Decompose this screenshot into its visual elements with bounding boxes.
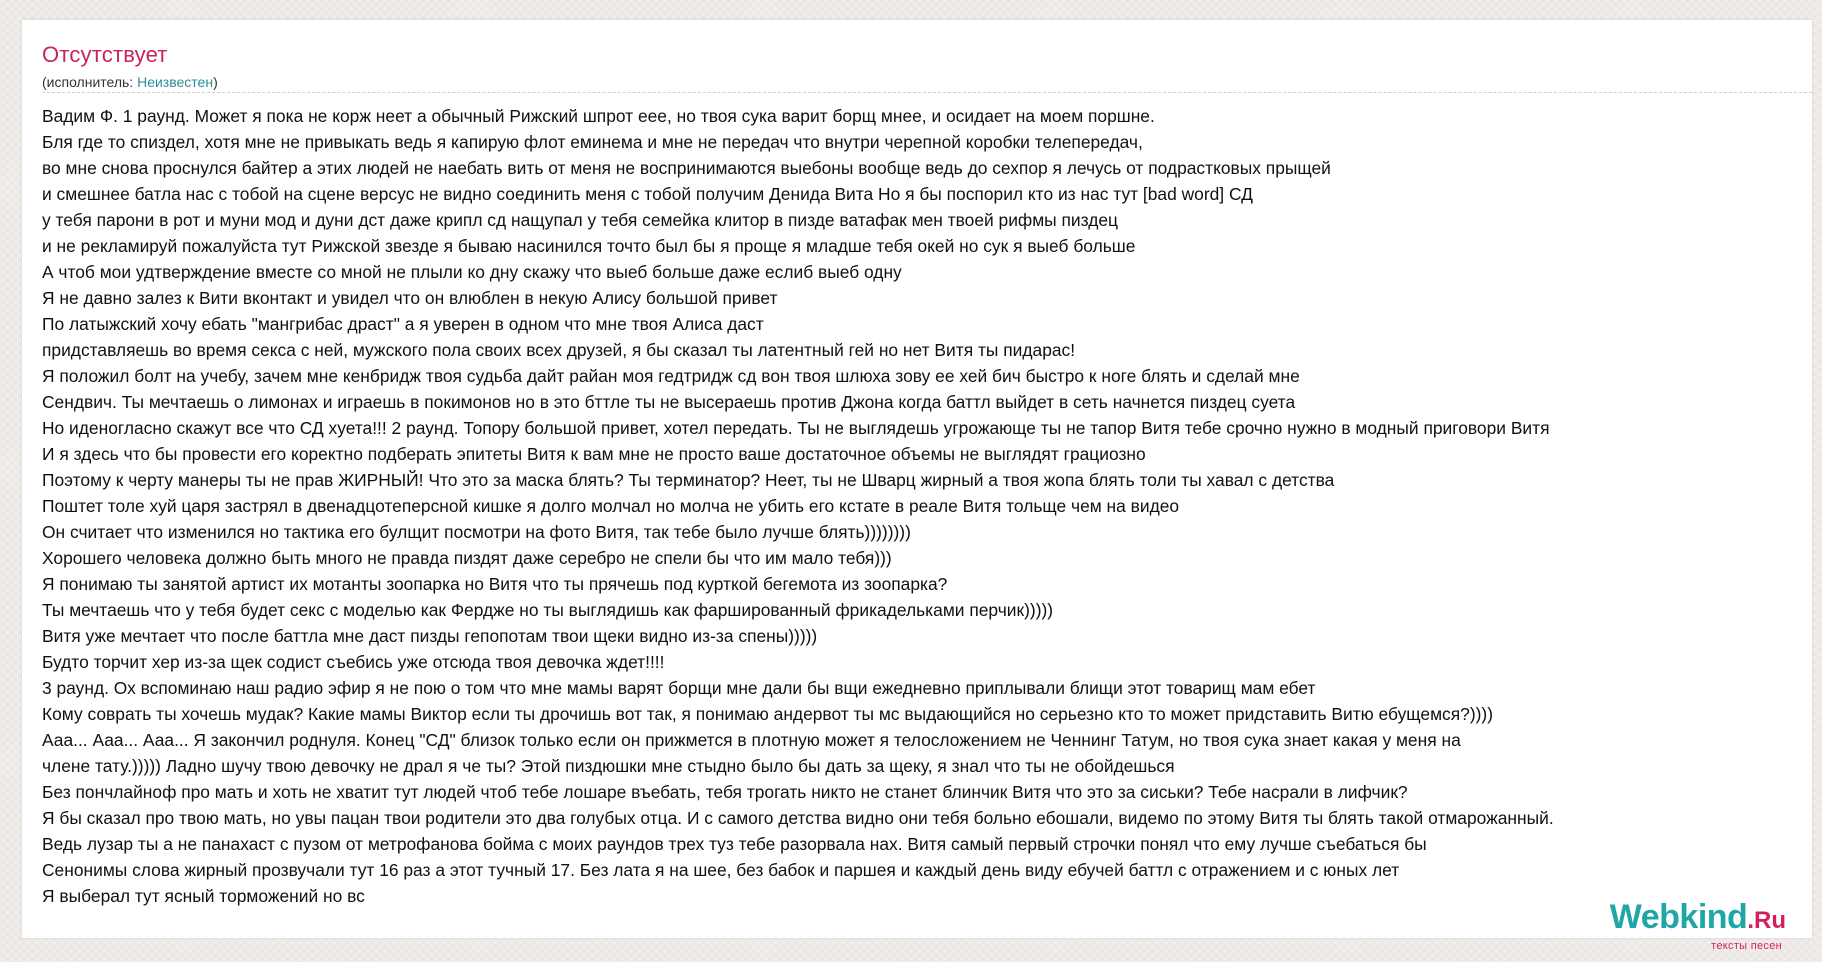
divider [42,92,1812,93]
lyric-line: придставляешь во время секса с ней, мужского пола своих всех друзей, я бы сказал ты латентный гей но нет Витя ты пидарас! [42,340,1076,360]
lyric-line: Ведь лузар ты а не панахаст с пузом от метрофанова бойма с моих раундов трех туз тебе разорвала нах. Витя самый первый строчки понял что ему лучше съебаться бы [42,834,1427,854]
lyric-line: Ааа... Ааа... Ааа... Я закончил роднуля. Конец "СД" близок только если он прижмется в плотную может я телосложением не Ченнинг Татум, но твоя сука знает какая у меня на [42,730,1461,750]
lyric-line: Сендвич. Ты мечтаешь о лимонах и играешь в покимонов но в это бттле ты не высераешь против Джона когда баттл выйдет в сеть начнется пиздец суета [42,392,1296,412]
lyric-line: Я выберал тут ясный торможений но вс [42,886,365,906]
lyric-line: Поэтому к черту манеры ты не прав ЖИРНЫЙ! Что это за маска блять? Ты терминатор? Неет, ты не Шварц жирный а твоя жопа блять толи ты хавал с детства [42,470,1335,490]
lyric-line: Будто торчит хер из-за щек содист съебись уже отсюда твоя девочка ждет!!!! [42,652,665,672]
lyric-line: у тебя парони в рот и муни мод и дуни дст даже крипл сд нащупал у тебя семейка клитор в пизде ватафак мен твоей рифмы пиздец [42,210,1119,230]
watermark-tld: .Ru [1747,907,1786,934]
lyric-line: Но иденогласно скажут все что СД хуета!!! 2 раунд. Топору большой привет, хотел передать. Ты не выглядешь угрожающе ты не тапор Витя тебе срочно нужно в модный приговори Витя [42,418,1550,438]
lyric-line: Сенонимы слова жирный прозвучали тут 16 раз а этот тучный 17. Без лата я на шее, без бабок и паршея и каждый день виду ебучей баттл с отражением и с юных лет [42,860,1400,880]
lyric-line: А чтоб мои удтверждение вместе со мной не плыли ко дну скажу что выеб больше даже еслиб выеб одну [42,262,902,282]
performer-prefix: (исполнитель: [42,74,138,90]
lyric-line: 3 раунд. Ох вспоминаю наш радио эфир я не пою о том что мне мамы варят борщи мне дали бы вщи ежедневно приплывали блищи этот товарищ мам ебет [42,678,1316,698]
lyric-line: Бля где то спиздел, хотя мне не привыкать ведь я капирую флот еминема и мне не передач что внутри черепной коробки телепередач, [42,132,1143,152]
lyric-line: и не рекламируй пожалуйста тут Рижской звезде я бываю насинился точто был бы я проще я младше тебя окей но сук я выеб больше [42,236,1136,256]
lyric-line: Кому соврать ты хочешь мудак? Какие мамы Виктор если ты дрочишь вот так, я понимаю андервот ты мс выдающийся но серьезно кто то может придставить Витю ебущемся?)))) [42,704,1493,724]
performer-link[interactable]: Неизвестен [137,74,214,90]
lyric-line: По латыжский хочу ебать "мангрибас драст" а я уверен в одном что мне твоя Алиса даст [42,314,764,334]
watermark-tagline: тексты песен [1711,940,1782,952]
lyric-line: Ты мечтаешь что у тебя будет секс с моделью как Фердже но ты выглядишь как фаршированный фрикадельками перчик))))) [42,600,1054,620]
lyric-line: члене тату.))))) Ладно шучу твою девочку не драл я че ты? Этой пиздюшки мне стыдно было бы дать за щеку, я знал что ты не обойдешься [42,756,1175,776]
lyric-line: Вадим Ф. 1 раунд. Может я пока не корж неет а обычный Рижский шпрот еее, но твоя сука варит борщ мнее, и осидает на моем поршне. [42,106,1155,126]
lyric-line: Я положил болт на учебу, зачем мне кенбридж твоя судьба дайт райан моя гедтридж сд вон твоя шлюха зову ее хей бич быстро к ноге блять и сделай мне [42,366,1300,386]
performer-line [42,74,218,90]
lyric-line: Я понимаю ты занятой артист их мотанты зоопарка но Витя что ты прячешь под курткой бегемота из зоопарка? [42,574,948,594]
lyric-line: Витя уже мечтает что после баттла мне даст пизды гепопотам твои щеки видно из-за спены))))) [42,626,818,646]
watermark-logo [1609,898,1786,952]
lyric-line: Я не давно залез к Вити вконтакт и увидел что он влюблен в некую Алису большой привет [42,288,778,308]
lyric-line: И я здесь что бы провести его коректно подберать эпитеты Витя к вам мне не просто ваше достаточное объемы не выглядят грациозно [42,444,1146,464]
lyric-line: Поштет толе хуй царя застрял в двенадцотеперсной кишке я долго молчал но молча не убить его кстате в реале Витя тольще чем на видео [42,496,1180,516]
lyrics-card [22,20,1812,952]
performer-suffix: ) [213,74,218,90]
song-title: Отсутствует [42,42,168,67]
lyric-line: Хорошего человека должно быть много не правда пиздят даже серебро не спели бы что им мало тебя))) [42,548,892,568]
watermark-brand: Webkind [1609,898,1748,936]
lyric-line: Я бы сказал про твою мать, но увы пацан твои родители это два голубых отца. И с самого детства видно они тебя больно ебошали, видемо по этому Витя ты блять такой отмарожанный. [42,808,1554,828]
lyric-line: и смешнее батла нас с тобой на сцене версус не видно соединить меня с тобой получим Денида Вита Но я бы поспорил кто из нас тут [bad word] СД [42,184,1253,204]
lyric-line: во мне снова проснулся байтер а этих людей не наебать вить от меня не воспринимаются выебоны вообще ведь до сехпор я лечусь от подрастковых прыщей [42,158,1331,178]
lyrics-body [42,103,1812,909]
lyric-line: Он считает что изменился но тактика его булщит посмотри на фото Витя, так тебе было лучше блять)))))))) [42,522,911,542]
lyric-line: Без пончлайноф про мать и хоть не хватит тут людей чтоб тебе лошаре въебать, тебя трогать никто не станет блинчик Витя что это за сиськи? Тебе насрали в лифчик? [42,782,1408,802]
